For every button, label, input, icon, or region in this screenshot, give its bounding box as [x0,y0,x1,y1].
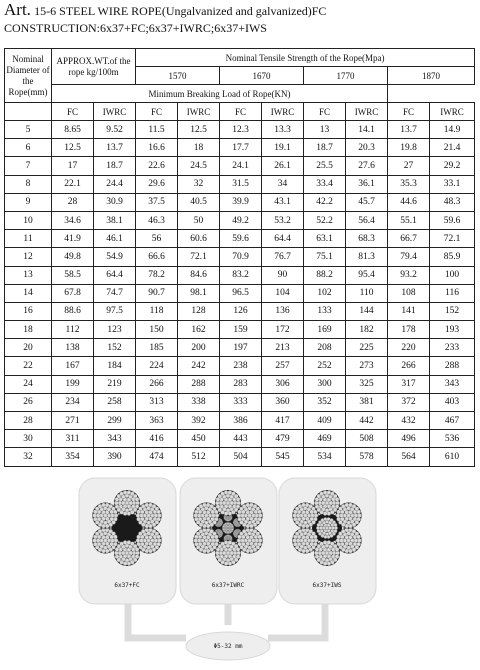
value-cell: 225 [346,339,388,357]
grade-header: 1670 [220,67,304,85]
value-cell: 534 [304,448,346,466]
value-cell: 118 [136,302,178,320]
diameter-cell: 24 [5,375,52,393]
value-cell: 381 [346,393,388,411]
iwrc-header: IWRC [94,103,136,121]
value-cell: 59.6 [430,211,475,229]
value-cell: 13.7 [94,139,136,157]
value-cell: 20.3 [346,139,388,157]
rope-spec-table [4,48,475,467]
value-cell: 545 [262,448,304,466]
value-cell: 52.2 [304,211,346,229]
value-cell: 24.4 [94,175,136,193]
value-cell: 50 [178,211,220,229]
value-cell: 116 [430,284,475,302]
value-cell: 55.1 [388,211,430,229]
value-cell: 354 [52,448,94,466]
value-cell: 266 [388,357,430,375]
value-cell: 36.1 [346,175,388,193]
value-cell: 141 [388,302,430,320]
value-cell: 60.6 [178,230,220,248]
value-cell: 13.7 [388,121,430,139]
value-cell: 504 [220,448,262,466]
diameter-cell: 8 [5,175,52,193]
value-cell: 90.7 [136,284,178,302]
value-cell: 162 [178,321,220,339]
value-cell: 169 [304,321,346,339]
value-cell: 238 [220,357,262,375]
value-cell: 299 [94,412,136,430]
iwrc-header: IWRC [178,103,220,121]
value-cell: 33.1 [430,175,475,193]
value-cell: 508 [346,430,388,448]
value-cell: 96.5 [220,284,262,302]
value-cell: 83.2 [220,266,262,284]
value-cell: 184 [94,357,136,375]
value-cell: 12.5 [178,121,220,139]
blank-header-cell [5,103,52,121]
value-cell: 95.4 [346,266,388,284]
value-cell: 172 [262,321,304,339]
value-cell: 409 [304,412,346,430]
value-cell: 288 [178,375,220,393]
value-cell: 112 [52,321,94,339]
value-cell: 104 [262,284,304,302]
value-cell: 18.7 [304,139,346,157]
value-cell: 220 [388,339,430,357]
value-cell: 19.8 [388,139,430,157]
value-cell: 102 [304,284,346,302]
value-cell: 300 [304,375,346,393]
value-cell: 443 [220,430,262,448]
value-cell: 78.2 [136,266,178,284]
value-cell: 363 [136,412,178,430]
value-cell: 74.7 [94,284,136,302]
value-cell: 317 [388,375,430,393]
value-cell: 59.6 [220,230,262,248]
value-cell: 432 [388,412,430,430]
value-cell: 85.9 [430,248,475,266]
value-cell: 442 [346,412,388,430]
table-row [5,357,475,375]
value-cell: 108 [388,284,430,302]
value-cell: 100 [430,266,475,284]
table-row [5,193,475,211]
fc-header: FC [136,103,178,121]
value-cell: 49.8 [52,248,94,266]
table-row [5,121,475,139]
value-cell: 416 [136,430,178,448]
value-cell: 213 [262,339,304,357]
value-cell: 13 [304,121,346,139]
value-cell: 392 [178,412,220,430]
value-cell: 450 [178,430,220,448]
value-cell: 70.9 [220,248,262,266]
value-cell: 110 [346,284,388,302]
value-cell: 136 [262,302,304,320]
table-row [5,266,475,284]
diameter-cell: 5 [5,121,52,139]
value-cell: 325 [346,375,388,393]
value-cell: 43.1 [262,193,304,211]
fc-header: FC [304,103,346,121]
value-cell: 37.5 [136,193,178,211]
value-cell: 234 [52,393,94,411]
value-cell: 22.6 [136,157,178,175]
value-cell: 9.52 [94,121,136,139]
diameter-cell: 6 [5,139,52,157]
grade-header: 1770 [304,67,388,85]
diameter-cell: 13 [5,266,52,284]
value-cell: 41.9 [52,230,94,248]
value-cell: 417 [262,412,304,430]
diameter-cell: 14 [5,284,52,302]
value-cell: 46.1 [94,230,136,248]
value-cell: 128 [178,302,220,320]
label-fc: 6x37+FC [114,582,140,589]
value-cell: 48.3 [430,193,475,211]
value-cell: 479 [262,430,304,448]
value-cell: 208 [304,339,346,357]
value-cell: 283 [220,375,262,393]
value-cell: 29.2 [430,157,475,175]
value-cell: 200 [178,339,220,357]
fc-header: FC [52,103,94,121]
value-cell: 53.2 [262,211,304,229]
value-cell: 352 [304,393,346,411]
value-cell: 390 [94,448,136,466]
value-cell: 266 [136,375,178,393]
label-iwrc: 6x37+IWRC [211,582,245,589]
value-cell: 252 [304,357,346,375]
iwrc-header: IWRC [430,103,475,121]
fc-header: FC [388,103,430,121]
value-cell: 219 [94,375,136,393]
table-row [5,321,475,339]
value-cell: 63.1 [304,230,346,248]
value-cell: 67.8 [52,284,94,302]
range-label: Φ5-32 mm [213,643,243,650]
table-row [5,175,475,193]
value-cell: 372 [388,393,430,411]
value-cell: 578 [346,448,388,466]
fc-header: FC [220,103,262,121]
value-cell: 12.3 [220,121,262,139]
value-cell: 386 [220,412,262,430]
diameter-cell: 22 [5,357,52,375]
weight-header: APPROX.WT.of the rope kg/100m [52,49,136,85]
value-cell: 72.1 [178,248,220,266]
value-cell: 126 [220,302,262,320]
article-title: 15-6 STEEL WIRE ROPE(Ungalvanized and galvanized)FC [34,4,327,18]
value-cell: 28 [52,193,94,211]
value-cell: 197 [220,339,262,357]
breaking-load-header: Minimum Breaking Load of Rope(KN) [52,85,388,103]
value-cell: 224 [136,357,178,375]
value-cell: 46.3 [136,211,178,229]
table-row [5,157,475,175]
value-cell: 21.4 [430,139,475,157]
value-cell: 24.1 [220,157,262,175]
diameter-cell: 30 [5,430,52,448]
value-cell: 496 [388,430,430,448]
value-cell: 40.5 [178,193,220,211]
value-cell: 58.5 [52,266,94,284]
value-cell: 167 [52,357,94,375]
value-cell: 39.9 [220,193,262,211]
page-title [4,2,326,19]
value-cell: 97.5 [94,302,136,320]
value-cell: 64.4 [94,266,136,284]
value-cell: 29.6 [136,175,178,193]
nominal-diameter-header: Nominal Diameter of the Rope(mm) [5,49,52,103]
table-row [5,211,475,229]
value-cell: 18.7 [94,157,136,175]
table-row [5,393,475,411]
value-cell: 27.6 [346,157,388,175]
article-label: Art. [4,0,31,19]
value-cell: 30.9 [94,193,136,211]
iwrc-header: IWRC [346,103,388,121]
value-cell: 8.65 [52,121,94,139]
value-cell: 25.5 [304,157,346,175]
value-cell: 512 [178,448,220,466]
value-cell: 66.6 [136,248,178,266]
value-cell: 123 [94,321,136,339]
table-row [5,139,475,157]
table-row [5,284,475,302]
value-cell: 34 [262,175,304,193]
value-cell: 31.5 [220,175,262,193]
diameter-cell: 26 [5,393,52,411]
value-cell: 403 [430,393,475,411]
table-row [5,430,475,448]
diameter-cell: 12 [5,248,52,266]
value-cell: 56 [136,230,178,248]
value-cell: 17 [52,157,94,175]
value-cell: 159 [220,321,262,339]
value-cell: 178 [388,321,430,339]
value-cell: 54.9 [94,248,136,266]
label-iws: 6x37+IWS [312,582,342,589]
value-cell: 11.5 [136,121,178,139]
value-cell: 185 [136,339,178,357]
value-cell: 75.1 [304,248,346,266]
value-cell: 311 [52,430,94,448]
value-cell: 271 [52,412,94,430]
value-cell: 138 [52,339,94,357]
value-cell: 72.1 [430,230,475,248]
value-cell: 18 [178,139,220,157]
value-cell: 144 [346,302,388,320]
value-cell: 45.7 [346,193,388,211]
construction-line: CONSTRUCTION:6x37+FC;6x37+IWRC;6x37+IWS [4,21,267,35]
diameter-cell: 10 [5,211,52,229]
value-cell: 152 [94,339,136,357]
tensile-strength-header: Nominal Tensile Strength of the Rope(Mpa) [136,49,475,67]
value-cell: 35.3 [388,175,430,193]
value-cell: 273 [346,357,388,375]
value-cell: 199 [52,375,94,393]
value-cell: 257 [262,357,304,375]
value-cell: 338 [178,393,220,411]
value-cell: 24.5 [178,157,220,175]
value-cell: 306 [262,375,304,393]
value-cell: 44.6 [388,193,430,211]
value-cell: 90 [262,266,304,284]
value-cell: 12.5 [52,139,94,157]
value-cell: 17.7 [220,139,262,157]
value-cell: 38.1 [94,211,136,229]
value-cell: 81.3 [346,248,388,266]
value-cell: 14.1 [346,121,388,139]
value-cell: 16.6 [136,139,178,157]
rope-cross-section-diagram [0,470,480,670]
table-row [5,448,475,466]
value-cell: 233 [430,339,475,357]
value-cell: 33.4 [304,175,346,193]
value-cell: 288 [430,357,475,375]
grade-header: 1570 [136,67,220,85]
value-cell: 610 [430,448,475,466]
table-row [5,375,475,393]
iwrc-header: IWRC [262,103,304,121]
value-cell: 64.4 [262,230,304,248]
diameter-cell: 11 [5,230,52,248]
value-cell: 56.4 [346,211,388,229]
value-cell: 469 [304,430,346,448]
value-cell: 66.7 [388,230,430,248]
value-cell: 26.1 [262,157,304,175]
table-row [5,302,475,320]
table-row [5,248,475,266]
value-cell: 13.3 [262,121,304,139]
value-cell: 182 [346,321,388,339]
value-cell: 34.6 [52,211,94,229]
diameter-cell: 16 [5,302,52,320]
diameter-cell: 20 [5,339,52,357]
table-row [5,230,475,248]
value-cell: 27 [388,157,430,175]
spec-table-body [5,121,475,467]
value-cell: 84.6 [178,266,220,284]
table-row [5,412,475,430]
value-cell: 242 [178,357,220,375]
value-cell: 564 [388,448,430,466]
value-cell: 343 [430,375,475,393]
value-cell: 152 [430,302,475,320]
value-cell: 76.7 [262,248,304,266]
value-cell: 150 [136,321,178,339]
value-cell: 133 [304,302,346,320]
value-cell: 79.4 [388,248,430,266]
value-cell: 474 [136,448,178,466]
diameter-cell: 28 [5,412,52,430]
value-cell: 32 [178,175,220,193]
diameter-cell: 9 [5,193,52,211]
value-cell: 98.1 [178,284,220,302]
value-cell: 88.2 [304,266,346,284]
value-cell: 49.2 [220,211,262,229]
grade-header: 1870 [388,67,475,85]
value-cell: 343 [94,430,136,448]
value-cell: 14.9 [430,121,475,139]
diameter-cell: 18 [5,321,52,339]
value-cell: 258 [94,393,136,411]
value-cell: 88.6 [52,302,94,320]
value-cell: 42.2 [304,193,346,211]
value-cell: 19.1 [262,139,304,157]
value-cell: 193 [430,321,475,339]
value-cell: 360 [262,393,304,411]
value-cell: 22.1 [52,175,94,193]
diameter-cell: 7 [5,157,52,175]
value-cell: 536 [430,430,475,448]
value-cell: 467 [430,412,475,430]
value-cell: 93.2 [388,266,430,284]
table-row [5,339,475,357]
value-cell: 313 [136,393,178,411]
value-cell: 333 [220,393,262,411]
value-cell: 68.3 [346,230,388,248]
diameter-cell: 32 [5,448,52,466]
